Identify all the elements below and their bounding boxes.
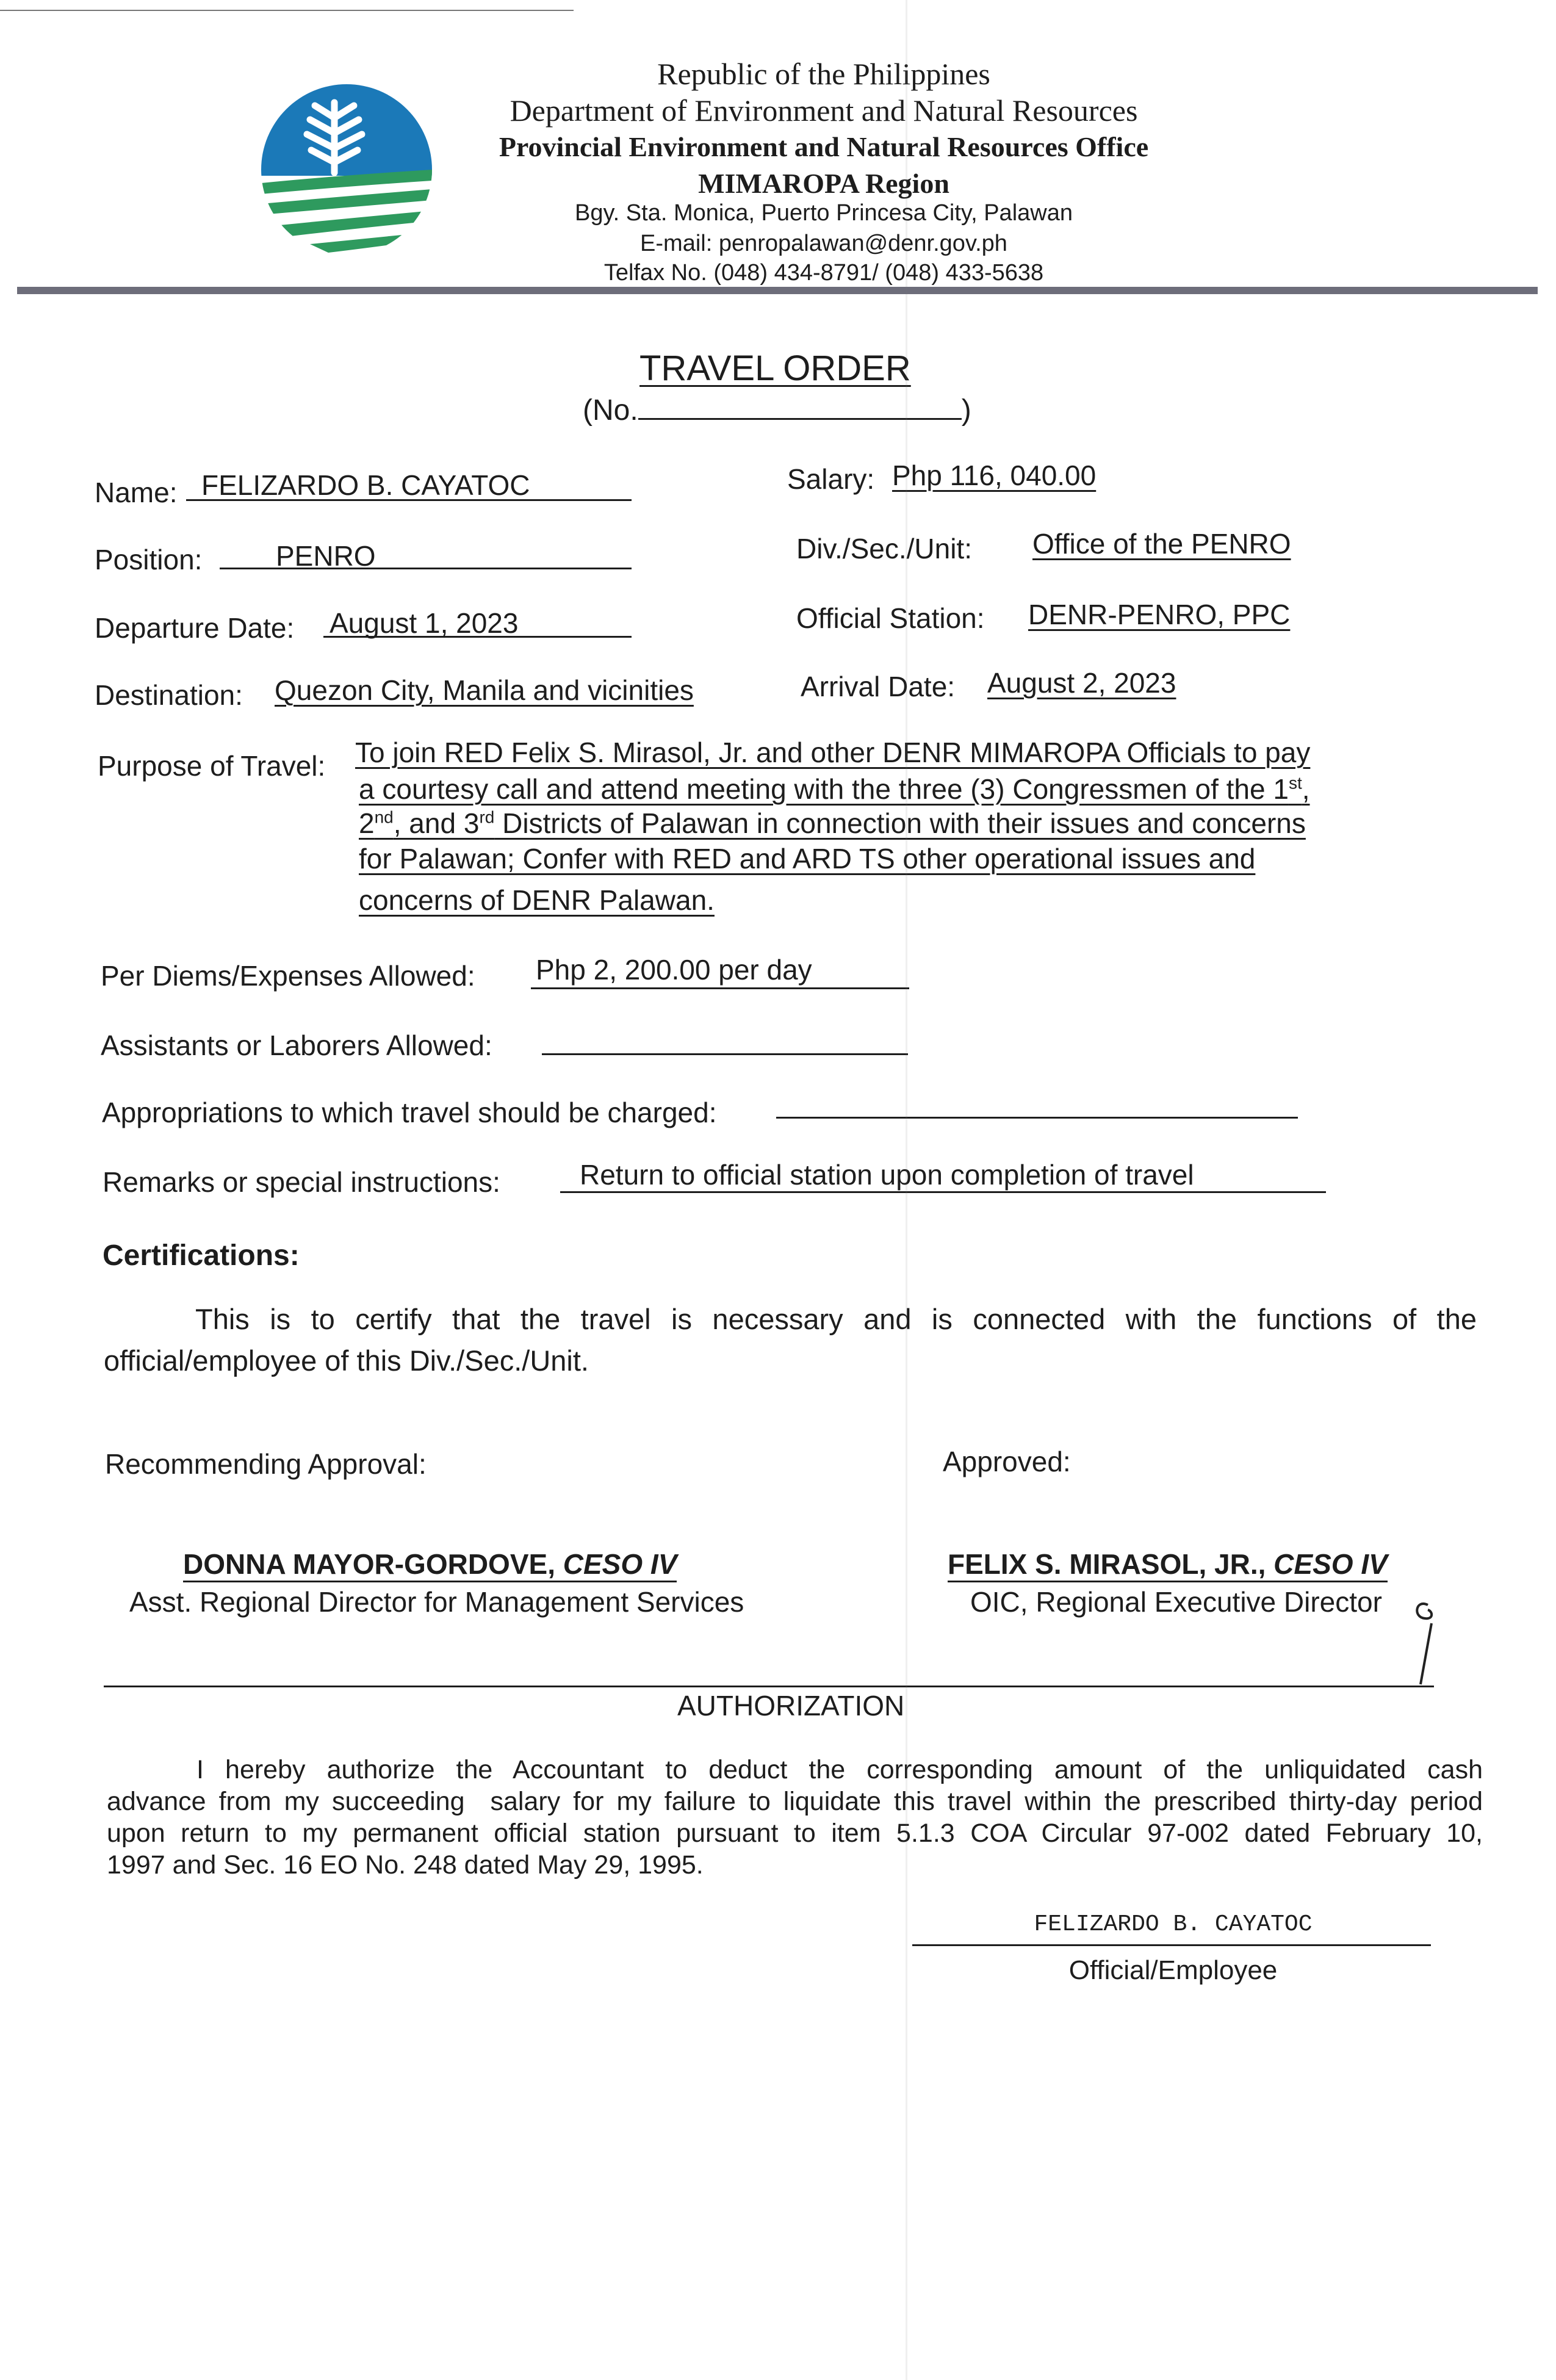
per-diem-value: Php 2, 200.00 per day <box>536 954 812 986</box>
appropriations-underline <box>776 1117 1298 1119</box>
assistants-label: Assistants or Laborers Allowed: <box>101 1030 492 1061</box>
position-value: PENRO <box>276 540 376 572</box>
employee-signature-line <box>912 1944 1431 1946</box>
destination-value: Quezon City, Manila and vicinities <box>275 674 694 706</box>
employee-name: FELIZARDO B. CAYATOC <box>1034 1911 1313 1938</box>
scan-fold-line <box>906 0 907 2380</box>
recommender-ceso: CESO IV <box>563 1548 677 1580</box>
remarks-label: Remarks or special instructions: <box>103 1166 500 1198</box>
certifications-line-1 <box>195 1302 1477 1336</box>
number-suffix: ) <box>961 394 971 427</box>
authorization-line-2-text: advance from my succeeding salary for my failure to liquidate this travel within the prescribed thirty-day period <box>107 1787 1483 1816</box>
purpose-line-1: To join RED Felix S. Mirasol, Jr. and other DENR MIMAROPA Officials to pay <box>355 737 1311 768</box>
authorization-line-1-text: I hereby authorize the Accountant to deduct the corresponding amount of the unliquidated cash <box>196 1755 1483 1784</box>
authorization-heading: AUTHORIZATION <box>677 1690 905 1722</box>
departure-underline <box>323 636 632 638</box>
authorization-line-3-text: upon return to my permanent official station pursuant to item 5.1.3 COA Circular 97-002 dated February 10, <box>107 1819 1483 1848</box>
remarks-value: Return to official station upon completion of travel <box>580 1159 1194 1191</box>
approver-name <box>948 1548 1388 1582</box>
letterhead-department: Department of Environment and Natural Resources <box>510 93 1138 128</box>
recommending-label: Recommending Approval: <box>105 1448 427 1480</box>
unit-label: Div./Sec./Unit: <box>796 533 972 564</box>
employee-caption: Official/Employee <box>1068 1955 1278 1985</box>
page-title: TRAVEL ORDER <box>639 348 911 388</box>
authorization-rule <box>104 1686 1434 1687</box>
station-label: Official Station: <box>796 602 985 634</box>
unit-value: Office of the PENRO <box>1032 528 1291 560</box>
purpose-line-2: a courtesy call and attend meeting with the three (3) Congressmen of the 1st, <box>359 773 1310 805</box>
certifications-heading: Certifications: <box>103 1239 300 1272</box>
header-rule <box>17 287 1538 294</box>
station-value: DENR-PENRO, PPC <box>1028 599 1291 630</box>
appropriations-label: Appropriations to which travel should be charged: <box>102 1097 717 1128</box>
assistants-underline <box>542 1053 908 1055</box>
purpose-line-4: for Palawan; Confer with RED and ARD TS other operational issues and <box>359 843 1256 874</box>
remarks-underline <box>560 1191 1326 1193</box>
salary-value: Php 116, 040.00 <box>892 460 1097 491</box>
arrival-label: Arrival Date: <box>801 671 956 702</box>
name-label: Name: <box>95 477 178 508</box>
name-underline <box>186 499 632 501</box>
certifications-line-1-text: This is to certify that the travel is necessary and is connected with the functions of the <box>195 1303 1477 1335</box>
letterhead-telfax: Telfax No. (048) 434-8791/ (048) 433-5638 <box>603 260 1044 286</box>
authorization-line-3 <box>107 1819 1483 1848</box>
authorization-line-1 <box>196 1755 1483 1785</box>
position-underline <box>220 568 632 569</box>
purpose-label: Purpose of Travel: <box>98 750 326 782</box>
authorization-line-2 <box>107 1787 1483 1817</box>
purpose-line-5: concerns of DENR Palawan. <box>359 884 715 916</box>
salary-label: Salary: <box>787 463 875 495</box>
number-prefix: (No. <box>583 394 638 427</box>
recommender-name-text: DONNA MAYOR-GORDOVE, <box>183 1548 555 1580</box>
departure-label: Departure Date: <box>95 612 295 644</box>
recommender-name <box>183 1548 677 1582</box>
approver-ceso: CESO IV <box>1273 1548 1388 1580</box>
approver-position: OIC, Regional Executive Director <box>970 1586 1382 1618</box>
per-diem-underline <box>531 987 909 989</box>
letterhead-address: Bgy. Sta. Monica, Puerto Princesa City, Palawan <box>575 200 1073 226</box>
arrival-value: August 2, 2023 <box>987 667 1176 699</box>
letterhead-republic: Republic of the Philippines <box>657 57 990 91</box>
recommender-position: Asst. Regional Director for Management Services <box>129 1586 744 1618</box>
per-diem-label: Per Diems/Expenses Allowed: <box>101 960 475 992</box>
approver-name-text: FELIX S. MIRASOL, JR., <box>948 1548 1266 1580</box>
name-value: FELIZARDO B. CAYATOC <box>201 469 530 501</box>
purpose-line-3: 2nd, and 3rd Districts of Palawan in connection with their issues and concerns <box>359 807 1306 839</box>
letterhead-office: Provincial Environment and Natural Resources Office <box>499 131 1149 162</box>
initial-mark <box>1403 1587 1446 1690</box>
initial-mark-icon <box>1403 1587 1446 1690</box>
top-rule <box>0 10 574 11</box>
certifications-line-2: official/employee of this Div./Sec./Unit. <box>104 1344 589 1377</box>
authorization-line-4: 1997 and Sec. 16 EO No. 248 dated May 29, 1995. <box>107 1850 704 1880</box>
destination-label: Destination: <box>95 679 243 711</box>
letterhead-email: E-mail: penropalawan@denr.gov.ph <box>640 231 1007 256</box>
departure-value: August 1, 2023 <box>330 607 519 639</box>
approved-label: Approved: <box>943 1446 1071 1477</box>
number-value <box>638 418 962 420</box>
position-label: Position: <box>95 544 203 575</box>
travel-order-number <box>583 394 971 427</box>
letterhead-region: MIMAROPA Region <box>698 168 949 199</box>
